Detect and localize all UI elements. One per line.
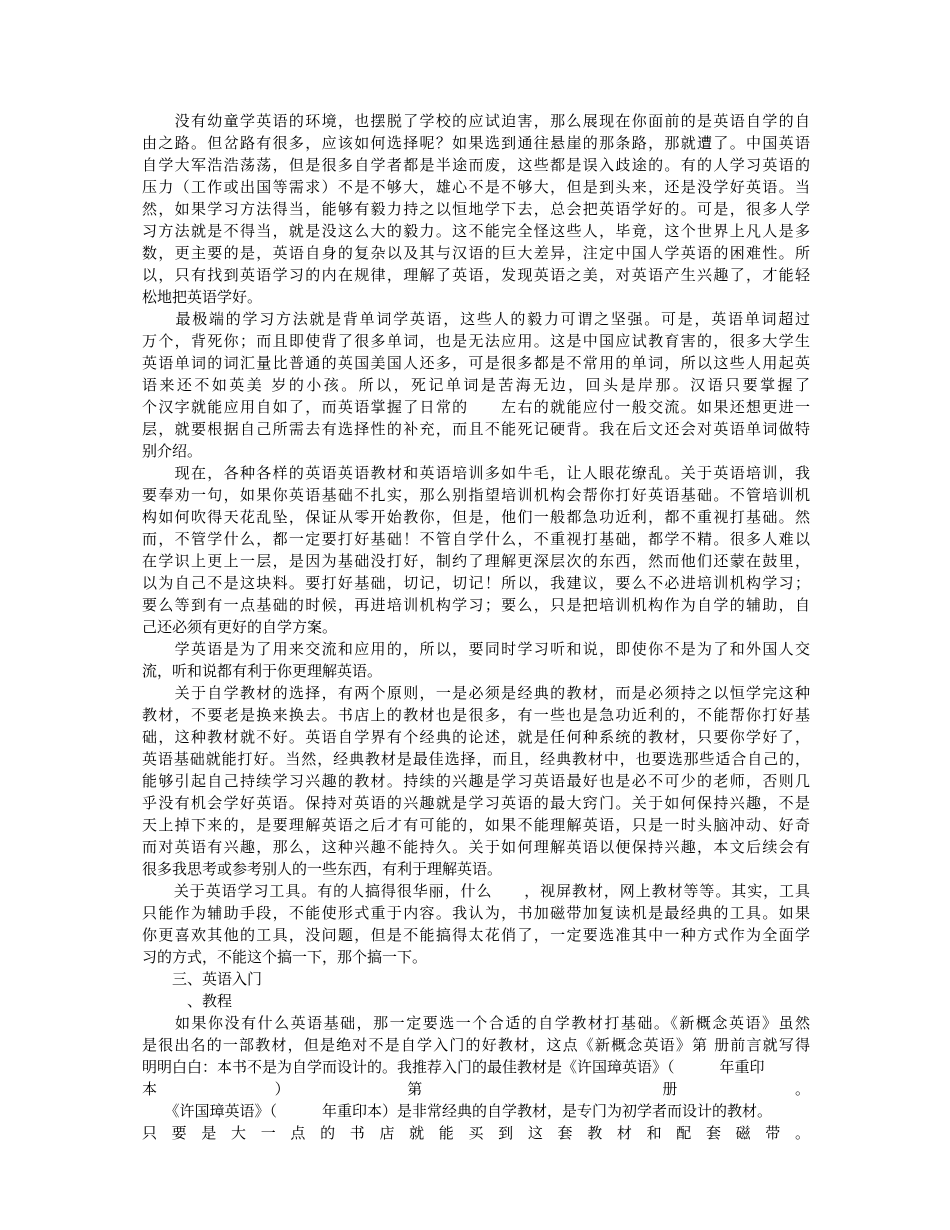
text-line: 而对英语有兴趣，那么，这种兴趣不能持久。关于如何理解英语以便保持兴趣，本文后续会有 (142, 838, 810, 856)
document-body (142, 110, 810, 1144)
text-line: 流，听和说都有利于你更理解英语。 (142, 662, 383, 680)
text-line: 以，只有找到英语学习的内在规律，理解了英语，发现英语之美，对英语产生兴趣了，才能轻 (142, 266, 810, 284)
text-line: 英语基础就能打好。当然，经典教材是最佳选择，而且，经典教材中，也要选那些适合自己的， (142, 750, 810, 768)
text-line: 现在，各种各样的英语英语教材和英语培训多如牛毛，让人眼花缭乱。关于英语培训，我 (142, 464, 810, 482)
text-line: 关于自学教材的选择，有两个原则，一是必须是经典的教材，而是必须持之以恒学完这种 (142, 684, 810, 702)
text-line: 明明白白：本书不是为自学而设计的。我推荐入门的最佳教材是《许国璋英语》（ 年重印 (142, 1058, 765, 1076)
text-line: 个汉字就能应用自如了，而英语掌握了日常的 左右的就能应付一般交流。如果还想更进一 (142, 398, 810, 416)
text-line: 以为自己不是这块料。要打好基础，切记，切记！所以，我建议，要么不必进培训机构学习； (142, 574, 810, 592)
text-line: 只能作为辅助手段，不能使形式重于内容。我认为，书加磁带加复读机是最经典的工具。如果 (142, 904, 810, 922)
text-line: 在学识上更上一层，是因为基础没打好，制约了理解更深层次的东西，然而他们还蒙在鼓里， (142, 552, 810, 570)
text-line: 数，更主要的是，英语自身的复杂以及其与汉语的巨大差异，注定中国人学英语的困难性。所 (142, 244, 810, 262)
text-line: 压力（工作或出国等需求）不是不够大，雄心不是不够大，但是到头来，还是没学好英语。当 (142, 178, 810, 196)
text-line: 学英语是为了用来交流和应用的，所以，要同时学习听和说，即使你不是为了和外国人交 (142, 640, 810, 658)
text-line: 本）第 册。 (142, 1080, 810, 1098)
text-line: 你更喜欢其他的工具，没问题，但是不能搞得太花俏了，一定要选准其中一种方式作为全面学 (142, 926, 810, 944)
text-line: 只要是大一点的书店就能买到这套教材和配套磁带。 (142, 1124, 810, 1142)
text-line: 习的方式，不能这个搞一下，那个搞一下。 (142, 948, 428, 966)
text-line: 层，就要根据自己所需去有选择性的补充，而且不能死记硬背。我在后文还会对英语单词做特 (142, 420, 810, 438)
text-line: 没有幼童学英语的环境，也摆脱了学校的应试迫害，那么展现在你面前的是英语自学的自 (142, 112, 810, 130)
text-line: 很多我思考或参考别人的一些东西，有利于理解英语。 (142, 860, 503, 878)
text-line: 、教程 (142, 992, 233, 1010)
text-line: 由之路。但岔路有很多，应该如何选择呢？如果选到通往悬崖的那条路，那就遭了。中国英语 (142, 134, 810, 152)
text-line: 自学大军浩浩荡荡，但是很多自学者都是半途而废，这些都是误入歧途的。有的人学习英语的 (142, 156, 810, 174)
text-line: 三、英语入门 (142, 970, 263, 988)
text-line: 最极端的学习方法就是背单词学英语，这些人的毅力可谓之坚强。可是，英语单词超过 (142, 310, 810, 328)
text-line: 别介绍。 (142, 442, 203, 460)
text-line: 天上掉下来的，是要理解英语之后才有可能的，如果不能理解英语，只是一时头脑冲动、好奇 (142, 816, 810, 834)
text-line: 教材，不要老是换来换去。书店上的教材也是很多，有一些也是急功近利的，不能帮你打好基 (142, 706, 810, 724)
text-line: 而，不管学什么，都一定要打好基础！不管自学什么，不重视打基础，都学不精。很多人难以 (142, 530, 810, 548)
text-line: 要奉劝一句，如果你英语基础不扎实，那么别指望培训机构会帮你打好英语基础。不管培训机 (142, 486, 810, 504)
text-line: 习方法就是不得当，就是没这么大的毅力。这不能完全怪这些人，毕竟，这个世界上凡人是多 (142, 222, 810, 240)
text-line: 英语单词的词汇量比普通的英国美国人还多，可是很多都是不常用的单词，所以这些人用起英 (142, 354, 810, 372)
text-line: 己还必须有更好的自学方案。 (142, 618, 338, 636)
text-line: 语来还不如英美 岁的小孩。所以，死记单词是苦海无边，回头是岸那。汉语只要掌握了 (142, 376, 810, 394)
text-line: 然，如果学习方法得当，能够有毅力持之以恒地学下去，总会把英语学好的。可是，很多人学 (142, 200, 810, 218)
text-line: 万个，背死你；而且即使背了很多单词，也是无法应用。这是中国应试教育害的，很多大学生 (142, 332, 810, 350)
text-line: 乎没有机会学好英语。保持对英语的兴趣就是学习英语的最大窍门。关于如何保持兴趣，不是 (142, 794, 810, 812)
text-line: 《许国璋英语》（ 年重印本）是非常经典的自学教材，是专门为初学者而设计的教材。 (142, 1102, 773, 1120)
text-line: 关于英语学习工具。有的人搞得很华丽，什么 ，视屏教材，网上教材等等。其实，工具 (142, 882, 810, 900)
text-line: 松地把英语学好。 (142, 288, 263, 306)
text-line: 如果你没有什么英语基础，那一定要选一个合适的自学教材打基础。《新概念英语》虽然 (142, 1014, 810, 1032)
text-line: 础，这种教材就不好。英语自学界有个经典的论述，就是任何种系统的教材，只要你学好了， (142, 728, 810, 746)
text-line: 要么等到有一点基础的时候，再进培训机构学习；要么，只是把培训机构作为自学的辅助，自 (142, 596, 810, 614)
text-line: 是很出名的一部教材，但是绝对不是自学入门的好教材，这点《新概念英语》第 册前言就写得 (142, 1036, 810, 1054)
text-line: 能够引起自己持续学习兴趣的教材。持续的兴趣是学习英语最好也是必不可少的老师，否则几 (142, 772, 810, 790)
text-line: 构如何吹得天花乱坠，保证从零开始教你，但是，他们一般都急功近利，都不重视打基础。然 (142, 508, 810, 526)
